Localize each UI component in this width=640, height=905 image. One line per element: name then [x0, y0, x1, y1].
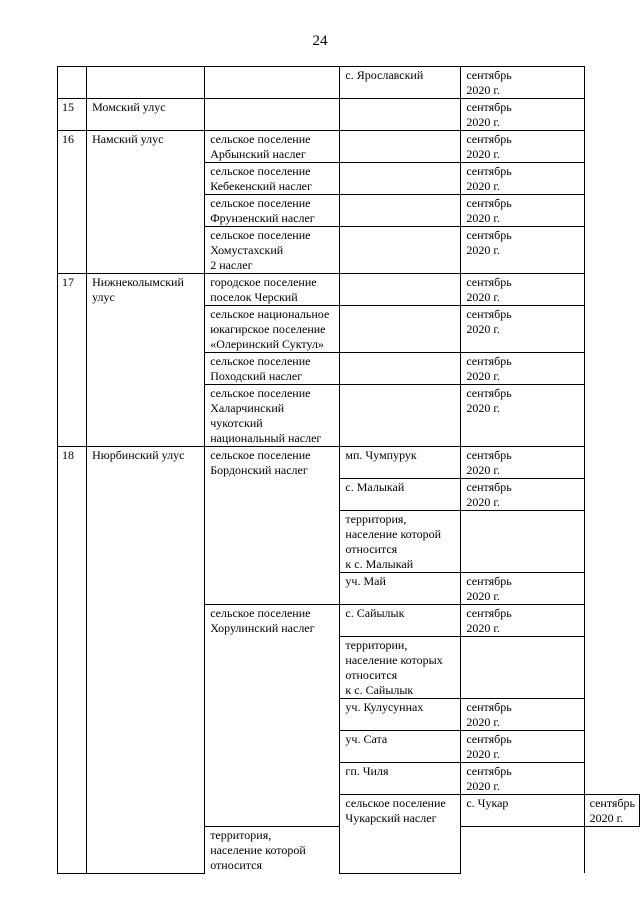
- settlement-cell: сельское национальное юкагирское поселение «Олеринский Суктул»: [205, 306, 340, 353]
- settlement-cell: сельское поселение Арбынский наслег: [205, 131, 340, 163]
- row-number-cell: [58, 67, 87, 99]
- locality-cell: [340, 274, 461, 306]
- district-cell: Нижнеколымский улус: [87, 274, 205, 447]
- settlement-cell: территория, население которой относится: [205, 827, 340, 874]
- date-cell: сентябрь 2020 г.: [461, 353, 584, 385]
- date-cell: сентябрь 2020 г.: [461, 763, 584, 795]
- date-cell: [461, 827, 584, 874]
- locality-cell: сельское поселение Чукарский наслег: [340, 795, 461, 874]
- locality-cell: уч. Кулусуннах: [340, 699, 461, 731]
- locality-cell: уч. Сата: [340, 731, 461, 763]
- settlement-cell: сельское поселение Бордонский наслег: [205, 447, 340, 605]
- table-row: [58, 67, 640, 99]
- date-cell: сентябрь 2020 г.: [461, 163, 584, 195]
- locality-cell: [340, 227, 461, 274]
- date-cell: сентябрь 2020 г.: [461, 699, 584, 731]
- row-number-cell: 15: [58, 99, 87, 131]
- settlement-cell: сельское поселение Халарчинский чукотский национальный наслег: [205, 385, 340, 447]
- page-number: 24: [312, 33, 328, 49]
- locality-cell: уч. Май: [340, 573, 461, 605]
- row-number-cell: 18: [58, 447, 87, 874]
- locality-cell: территории, население которых относится к с. Сайылык: [340, 637, 461, 699]
- settlement-cell: сельское поселение Хомустахский 2 наслег: [205, 227, 340, 274]
- date-cell: [461, 511, 584, 573]
- date-cell: сентябрь 2020 г.: [461, 731, 584, 763]
- date-cell: сентябрь 2020 г.: [461, 385, 584, 447]
- table-row: [58, 274, 640, 306]
- row-number-cell: 16: [58, 131, 87, 274]
- district-cell: [87, 67, 205, 99]
- locality-cell: территория, население которой относится к с. Малыкай: [340, 511, 461, 573]
- date-cell: с. Чукар: [461, 795, 584, 827]
- settlement-cell: сельское поселение Хорулинский наслег: [205, 605, 340, 827]
- date-cell: сентябрь 2020 г.: [461, 447, 584, 479]
- date-cell: сентябрь 2020 г.: [461, 67, 584, 99]
- locality-cell: мп. Чумпурук: [340, 447, 461, 479]
- date-cell: сентябрь 2020 г.: [461, 227, 584, 274]
- date-cell: сентябрь 2020 г.: [461, 274, 584, 306]
- table-cell: сентябрь 2020 г.: [584, 795, 639, 827]
- locality-cell: с. Малыкай: [340, 479, 461, 511]
- locality-cell: [340, 99, 461, 131]
- date-cell: сентябрь 2020 г.: [461, 131, 584, 163]
- settlement-cell: сельское поселение Фрунзенский наслег: [205, 195, 340, 227]
- locality-cell: [340, 306, 461, 353]
- date-cell: сентябрь 2020 г.: [461, 605, 584, 637]
- table-row: [58, 131, 640, 163]
- table-row: [58, 447, 640, 479]
- settlements-table: [57, 66, 640, 874]
- locality-cell: [340, 163, 461, 195]
- date-cell: сентябрь 2020 г.: [461, 573, 584, 605]
- locality-cell: [340, 195, 461, 227]
- date-cell: сентябрь 2020 г.: [461, 306, 584, 353]
- settlement-cell: [205, 67, 340, 99]
- date-cell: сентябрь 2020 г.: [461, 479, 584, 511]
- date-cell: сентябрь 2020 г.: [461, 195, 584, 227]
- settlement-cell: городское поселение поселок Черский: [205, 274, 340, 306]
- date-cell: сентябрь 2020 г.: [461, 99, 584, 131]
- settlement-cell: сельское поселение Походский наслег: [205, 353, 340, 385]
- locality-cell: [340, 385, 461, 447]
- locality-cell: [340, 131, 461, 163]
- table-row: [58, 99, 640, 131]
- locality-cell: [340, 353, 461, 385]
- date-cell: [461, 637, 584, 699]
- row-number-cell: 17: [58, 274, 87, 447]
- settlement-cell: [205, 99, 340, 131]
- locality-cell: с. Сайылык: [340, 605, 461, 637]
- district-cell: Нюрбинский улус: [87, 447, 205, 874]
- locality-cell: с. Ярославский: [340, 67, 461, 99]
- settlement-cell: сельское поселение Кебекенский наслег: [205, 163, 340, 195]
- district-cell: Момский улус: [87, 99, 205, 131]
- locality-cell: гп. Чиля: [340, 763, 461, 795]
- district-cell: Намский улус: [87, 131, 205, 274]
